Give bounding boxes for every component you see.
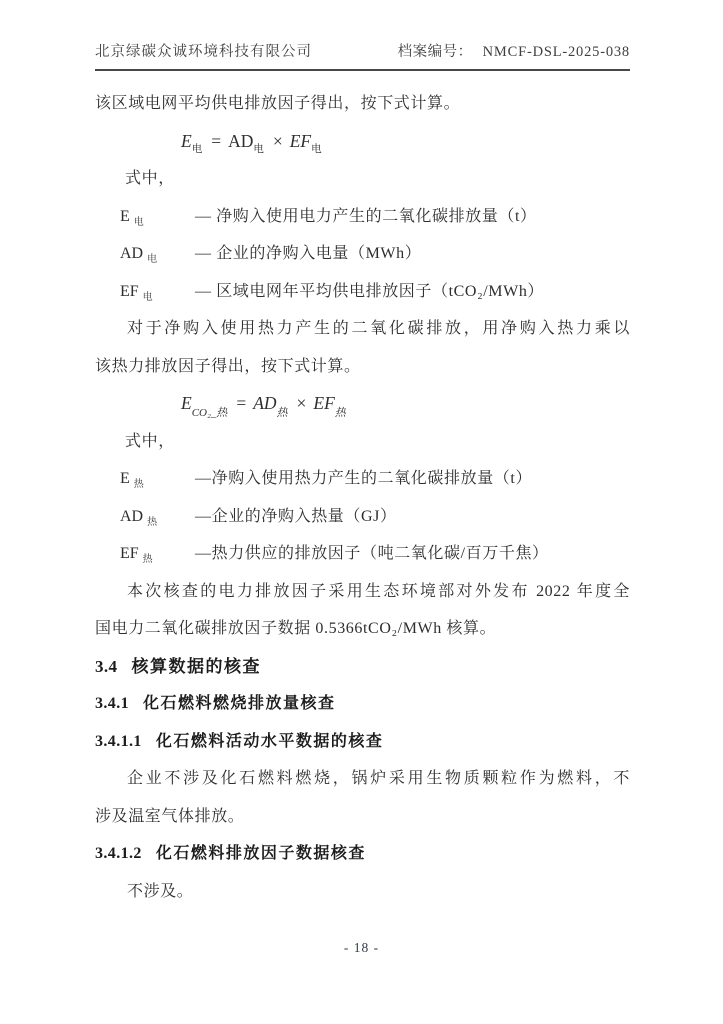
page-number: - 18 - — [343, 940, 380, 955]
heading-title: 化石燃料排放因子数据核查 — [155, 845, 366, 862]
term-row — [95, 235, 630, 273]
formula-var: AD — [228, 130, 254, 151]
heading-number: 3.4.1.1 — [95, 732, 142, 750]
where-label: 式中， — [125, 170, 175, 187]
term-definition: — 净购入使用电力产生的二氧化碳排放量（t） — [195, 207, 537, 225]
document-body — [95, 85, 630, 910]
term-symbol: AD $_热$ — [120, 507, 158, 528]
term-row — [95, 498, 630, 536]
paragraph-heat-line1: 对于净购入使用热力产生的二氧化碳排放，用净购入热力乘以 — [127, 320, 630, 337]
header-rule — [95, 69, 630, 71]
paragraph-factor-line2: 国电力二氧化碳排放因子数据 0.5366tCO₂/MWh 核算。 — [95, 620, 497, 637]
formula-subscript: 热 — [334, 407, 346, 419]
term-symbol: E $_热$ — [120, 470, 144, 490]
heading-title: 化石燃料活动水平数据的核查 — [155, 732, 384, 750]
term-symbol: EF $_热$ — [120, 545, 153, 565]
term-definition: —热力供应的排放因子（吨二氧化碳/百万千焦） — [195, 545, 549, 562]
header-doc-number: NMCF-DSL-2025-038 — [482, 44, 630, 60]
formula-electricity — [95, 123, 630, 161]
where-label: 式中， — [125, 432, 175, 450]
heading-3-4 — [95, 648, 630, 686]
formula-heat — [95, 385, 630, 423]
formula-subscript: 电 — [311, 143, 322, 155]
heading-number: 3.4.1.2 — [95, 845, 142, 862]
term-definition: —净购入使用热力产生的二氧化碳排放量（t） — [195, 470, 533, 487]
multiply-sign: × — [296, 393, 307, 413]
multiply-sign: × — [272, 130, 283, 151]
equals-sign: = — [236, 393, 247, 413]
formula-subscript: CO₂_热 — [191, 407, 228, 419]
formula-var: E — [181, 393, 192, 413]
heading-3-4-1-2 — [95, 835, 630, 873]
page-footer — [0, 940, 723, 956]
header-company: 北京绿碳众诚环境科技有限公司 — [95, 44, 312, 60]
equals-sign: = — [211, 130, 222, 151]
formula-var: E — [181, 130, 192, 151]
formula-subscript: 电 — [253, 143, 264, 155]
paragraph-factor-line1: 本次核查的电力排放因子采用生态环境部对外发布 2022 年度全 — [127, 582, 630, 600]
formula-subscript: 电 — [191, 143, 203, 155]
term-row — [95, 535, 630, 573]
header-doc-ref — [398, 40, 630, 61]
paragraph-not-involved: 不涉及。 — [127, 882, 194, 900]
paragraph-electricity-intro: 该区域电网平均供电排放因子得出，按下式计算。 — [95, 95, 461, 112]
paragraph-no-fossil-line1: 企业不涉及化石燃料燃烧，锅炉采用生物质颗粒作为燃料，不 — [127, 770, 630, 787]
formula-var: EF — [289, 130, 312, 151]
term-row — [95, 273, 630, 311]
heading-3-4-1-1 — [95, 723, 630, 761]
term-definition: —企业的净购入热量（GJ） — [195, 507, 397, 525]
term-symbol: EF $_电$ — [120, 282, 153, 303]
heading-title: 核算数据的核查 — [131, 656, 261, 676]
heading-number: 3.4 — [95, 656, 118, 676]
term-symbol: E $_电$ — [120, 207, 144, 228]
paragraph-no-fossil-line2: 涉及温室气体排放。 — [95, 807, 245, 825]
term-symbol: AD $_电$ — [120, 245, 158, 265]
paragraph-heat-line2: 该热力排放因子得出，按下式计算。 — [95, 357, 361, 375]
term-definition: — 企业的净购入电量（MWh） — [195, 245, 422, 262]
header-doc-label: 档案编号： — [397, 44, 473, 60]
heading-number: 3.4.1 — [95, 695, 129, 712]
formula-var: AD — [253, 393, 277, 413]
formula-var: EF — [313, 393, 335, 413]
term-row — [95, 198, 630, 236]
page-header — [95, 40, 630, 61]
formula-subscript: 热 — [276, 407, 288, 419]
term-definition: — 区域电网年平均供电排放因子（tCO₂/MWh） — [195, 282, 545, 300]
heading-3-4-1 — [95, 685, 630, 723]
heading-title: 化石燃料燃烧排放量核查 — [143, 695, 336, 712]
term-row — [95, 460, 630, 498]
